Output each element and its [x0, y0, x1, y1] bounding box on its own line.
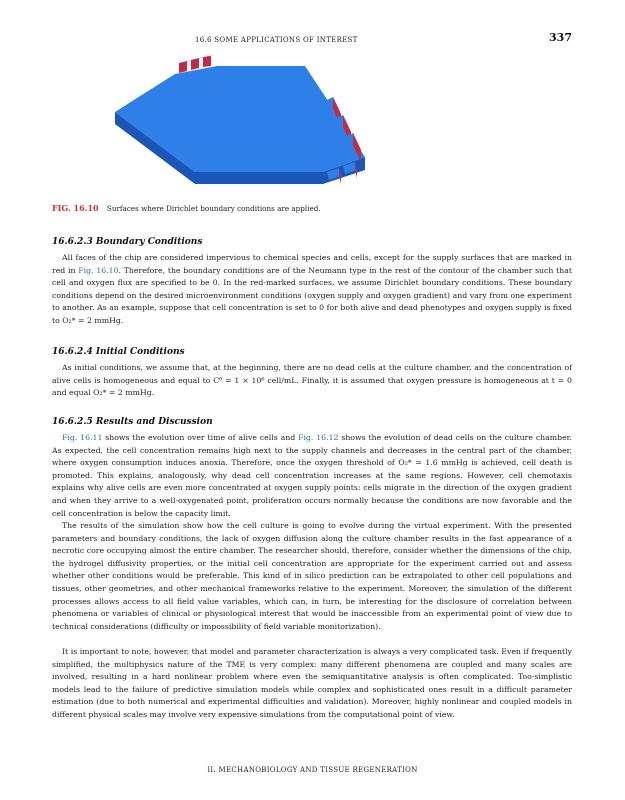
ref-fig-16-12[interactable]: Fig. 16.12	[298, 433, 339, 442]
figure-label: FIG. 16.10	[52, 203, 99, 213]
page-number: 337	[549, 31, 572, 44]
caption-text: Surfaces where Dirichlet boundary conditions are applied.	[106, 204, 321, 213]
heading-boundary-conditions: 16.6.2.3 Boundary Conditions	[52, 237, 203, 247]
ref-fig-16-10[interactable]: Fig. 16.10	[78, 265, 119, 275]
heading-initial-conditions: 16.6.2.4 Initial Conditions	[52, 347, 185, 357]
paragraph-results-3: It is important to note, however, that model and parameter characterization is always a very complicated task. Even if frequently simplified, the multiphysics nature of the TME is very complex: many different phenomena are coupled and many scales are involved, resulting in a hard nonlinear problem where even the semiquantitative analysis is often complicated. Too-simplistic models lead to the failure of predictive simulation models while complex and sophisticated ones result in a difficult parameter estimation (due to both numerical and experimental difficulties and validation). Moreover, highly nonlinear and coupled models in different physical scales may involve very expensive simulations from the computational point of view.	[52, 647, 572, 719]
footer-part-title: II. MECHANOBIOLOGY AND TISSUE REGENERATION	[207, 766, 418, 774]
running-head: 16.6 SOME APPLICATIONS OF INTEREST	[195, 36, 358, 44]
paragraph-results-1: Fig. 16.11 shows the evolution over time of alive cells and Fig. 16.12 shows the evolution of dead cells on the culture chamber. As expected, the cell concentration remains high next to the supply channels and decreases in the central part of the chamber, where oxygen consumption induces anoxia. Therefore, once the oxygen threshold of O₂* = 1.6 mmHg is achieved, cell death is promoted. This explains, analogously, why dead cell concentration increases at the same regions. However, cell chemotaxis explains why alive cells are even more concentrated at oxygen supply points: cells migrate in the direction of the oxygen gradient and when they arrive to a well-oxygenated point, proliferation occurs normally because the conditions are now favorable and the cell concentration is below the capacity limit.	[52, 433, 572, 518]
paragraph-initial: As initial conditions, we assume that, at the beginning, there are no dead cells at the culture chamber, and the concentration of alive cells is homogeneous and equal to C⁰ = 1 × 10⁶ cell/mL. Finally, it is assumed that oxygen pressure is homogeneous at t = 0 and equal O₂* = 2 mmHg.	[52, 363, 572, 398]
ref-fig-16-11[interactable]: Fig. 16.11	[62, 433, 103, 442]
paragraph-boundary: All faces of the chip are considered impervious to chemical species and cells, except for the supply surfaces that are marked in red in Fig. 16.10. Therefore, the boundary conditions are of the Neumann type in the rest of the contour of the chamber such that cell and oxygen flux are specified to be 0. In the red-marked surfaces, we assume Dirichlet boundary conditions. These boundary conditions depend on the desired microenvironment conditions (oxygen supply and oxygen gradient) and vary from one experiment to another. As an example, suppose that cell concentration is set to 0 for both alive and dead phenotypes and oxygen supply is fixed to O₂* = 2 mmHg.	[52, 253, 572, 325]
paragraph-results-2: The results of the simulation show how the cell culture is going to evolve during the virtual experiment. With the presented parameters and boundary conditions, the lack of oxygen diffusion along the culture chamber results in the fast appearance of a necrotic core occupying almost the entire chamber. The researcher should, therefore, consider whether the dimensions of the chip, the hydrogel diffusivity properties, or the initial cell concentration are appropriate for the experiment carried out and assess whether other conditions would be preferable. This kind of in silico prediction can be extrapolated to other cell populations and tissues, other geometries, and other mechanical frameworks relative to the experiment. Moreover, the simulation of the different processes allows access to all field value variables, which can, in turn, be interesting for the disclosure of correlation between phenomena or variables of clinical or physiological interest that would be inaccessible from an experimental point of view due to technical considerations (difficulty or impossibility of field variable monitorization).	[52, 521, 572, 631]
heading-results-discussion: 16.6.2.5 Results and Discussion	[52, 417, 213, 427]
figure-caption	[52, 203, 572, 213]
chip-top-face	[115, 66, 365, 172]
figure-chip-3d	[95, 52, 415, 184]
dirichlet-face	[203, 56, 211, 67]
